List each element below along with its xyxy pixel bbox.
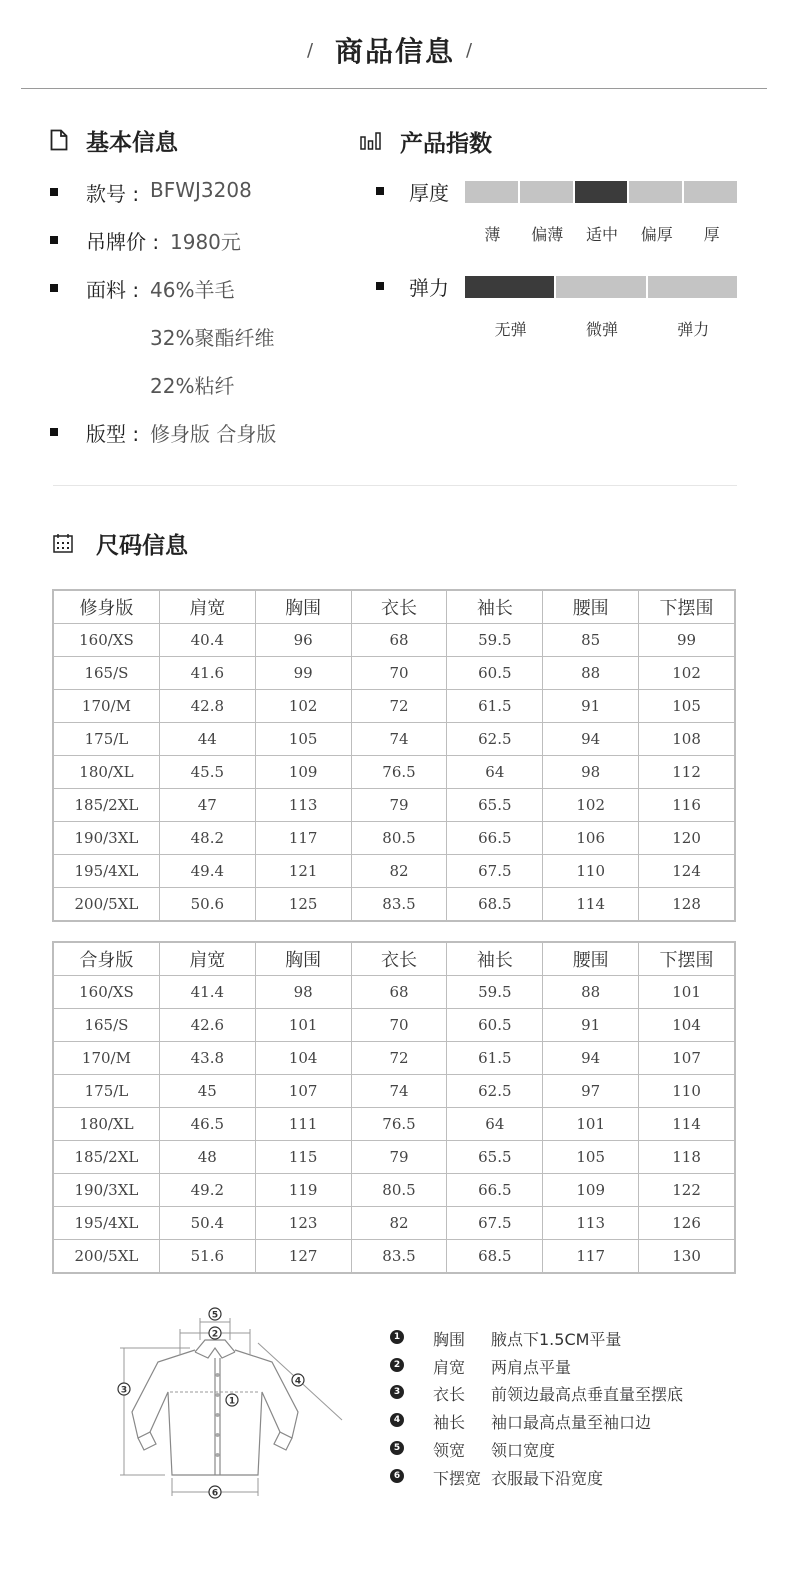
basic-item-label: 款号 : (86, 182, 140, 206)
table-row (54, 690, 735, 723)
table-cell: 108 (639, 723, 735, 756)
table-cell: 175/L (54, 1075, 160, 1108)
legend-measure-desc: 衣服最下沿宽度 (491, 1468, 604, 1488)
shirt-measurement-diagram (110, 1300, 360, 1505)
diagram-num-5: 5 (211, 1310, 219, 1321)
table-row (54, 1240, 735, 1273)
table-cell: 94 (543, 723, 639, 756)
table-cell: 112 (639, 756, 735, 789)
table-cell: 82 (351, 855, 447, 888)
table-cell: 200/5XL (54, 1240, 160, 1273)
table-header-cell: 衣长 (351, 591, 447, 624)
table-header-cell: 修身版 (54, 591, 160, 624)
table-header-cell: 合身版 (54, 943, 160, 976)
table-cell: 107 (255, 1075, 351, 1108)
table-row (54, 1075, 735, 1108)
table-cell: 51.6 (159, 1240, 255, 1273)
fabric-line-3: 22%粘纤 (150, 374, 235, 398)
basic-item-label: 版型 : (86, 422, 140, 446)
basic-item-label: 吊牌价 : (86, 230, 160, 254)
table-cell: 62.5 (447, 1075, 543, 1108)
meter-level-label: 无弹 (494, 320, 527, 339)
table-cell: 88 (543, 976, 639, 1009)
page-header (0, 0, 790, 90)
table-cell: 122 (639, 1174, 735, 1207)
table-cell: 41.6 (159, 657, 255, 690)
table-cell: 68 (351, 624, 447, 657)
table-cell: 160/XS (54, 624, 160, 657)
table-cell: 70 (351, 1009, 447, 1042)
table-cell: 185/2XL (54, 789, 160, 822)
basic-item-value: 46%羊毛 (150, 278, 235, 302)
table-cell: 72 (351, 1042, 447, 1075)
table-cell: 41.4 (159, 976, 255, 1009)
table-cell: 114 (639, 1108, 735, 1141)
table-cell: 109 (255, 756, 351, 789)
table-cell: 83.5 (351, 888, 447, 921)
table-cell: 107 (639, 1042, 735, 1075)
bullet-square-icon (376, 187, 384, 195)
table-cell: 110 (543, 855, 639, 888)
table-cell: 114 (543, 888, 639, 921)
table-cell: 120 (639, 822, 735, 855)
legend-number-badge: 3 (390, 1385, 404, 1399)
table-cell: 101 (255, 1009, 351, 1042)
table-cell: 88 (543, 657, 639, 690)
table-cell: 43.8 (159, 1042, 255, 1075)
table-cell: 123 (255, 1207, 351, 1240)
table-cell: 126 (639, 1207, 735, 1240)
table-header-cell: 胸围 (255, 591, 351, 624)
table-cell: 99 (639, 624, 735, 657)
meter-segment (520, 181, 573, 203)
table-cell: 66.5 (447, 822, 543, 855)
table-cell: 61.5 (447, 1042, 543, 1075)
meter-segment (629, 181, 682, 203)
legend-measure-desc: 袖口最高点量至袖口边 (491, 1413, 652, 1433)
table-cell: 80.5 (351, 1174, 447, 1207)
diagram-num-2: 2 (211, 1329, 219, 1340)
table-cell: 74 (351, 1075, 447, 1108)
table-header-cell: 肩宽 (159, 591, 255, 624)
legend-measure-name: 领宽 (433, 1440, 466, 1460)
table-cell: 48 (159, 1141, 255, 1174)
meter-segment (575, 181, 628, 203)
meter-segment (556, 276, 645, 298)
table-cell: 105 (255, 723, 351, 756)
legend-measure-name: 下摆宽 (433, 1468, 482, 1488)
table-header-cell: 腰围 (543, 591, 639, 624)
table-row (54, 855, 735, 888)
title-slash-right: / (466, 40, 473, 61)
table-cell: 80.5 (351, 822, 447, 855)
table-cell: 115 (255, 1141, 351, 1174)
table-cell: 113 (543, 1207, 639, 1240)
title-slash-left: / (307, 40, 314, 61)
table-cell: 104 (255, 1042, 351, 1075)
table-cell: 70 (351, 657, 447, 690)
table-cell: 109 (543, 1174, 639, 1207)
meter-level-label: 微弹 (585, 320, 618, 339)
table-cell: 200/5XL (54, 888, 160, 921)
meter-segment (465, 276, 554, 298)
table-cell: 96 (255, 624, 351, 657)
legend-measure-name: 肩宽 (433, 1357, 466, 1377)
table-cell: 40.4 (159, 624, 255, 657)
table-cell: 59.5 (447, 624, 543, 657)
table-cell: 60.5 (447, 657, 543, 690)
meter-level-label: 适中 (585, 225, 618, 244)
legend-measure-desc: 领口宽度 (491, 1440, 556, 1460)
table-cell: 48.2 (159, 822, 255, 855)
table-cell: 91 (543, 690, 639, 723)
table-cell: 190/3XL (54, 822, 160, 855)
table-cell: 165/S (54, 1009, 160, 1042)
table-cell: 68 (351, 976, 447, 1009)
table-cell: 102 (543, 789, 639, 822)
diagram-num-6: 6 (211, 1488, 219, 1499)
table-cell: 59.5 (447, 976, 543, 1009)
legend-measure-name: 袖长 (433, 1413, 466, 1433)
table-cell: 124 (639, 855, 735, 888)
basic-item-value: BFWJ3208 (150, 178, 252, 202)
table-cell: 102 (639, 657, 735, 690)
table-cell: 79 (351, 1141, 447, 1174)
legend-measure-name: 衣长 (433, 1385, 466, 1405)
table-header-cell: 肩宽 (159, 943, 255, 976)
bullet-square-icon (50, 284, 58, 292)
table-cell: 42.8 (159, 690, 255, 723)
table-cell: 46.5 (159, 1108, 255, 1141)
table-cell: 104 (639, 1009, 735, 1042)
meter-segment (684, 181, 737, 203)
table-cell: 64 (447, 756, 543, 789)
header-divider (21, 88, 767, 89)
table-cell: 170/M (54, 1042, 160, 1075)
table-header-cell: 胸围 (255, 943, 351, 976)
calendar-grid-icon (53, 533, 73, 553)
table-row (54, 1207, 735, 1240)
section-divider (53, 485, 737, 486)
meter-level-label: 厚 (703, 225, 720, 244)
table-cell: 62.5 (447, 723, 543, 756)
table-cell: 82 (351, 1207, 447, 1240)
table-row (54, 657, 735, 690)
table-cell: 105 (543, 1141, 639, 1174)
elasticity-meter (465, 276, 737, 298)
table-cell: 130 (639, 1240, 735, 1273)
table-cell: 67.5 (447, 1207, 543, 1240)
table-row (54, 624, 735, 657)
bullet-square-icon (376, 282, 384, 290)
product-index-title: 产品指数 (400, 131, 492, 157)
table-cell: 190/3XL (54, 1174, 160, 1207)
table-cell: 44 (159, 723, 255, 756)
thickness-label: 厚度 (409, 181, 449, 205)
table-cell: 76.5 (351, 756, 447, 789)
table-cell: 118 (639, 1141, 735, 1174)
legend-number-badge: 6 (390, 1469, 404, 1483)
table-cell: 45.5 (159, 756, 255, 789)
table-cell: 111 (255, 1108, 351, 1141)
table-cell: 119 (255, 1174, 351, 1207)
legend-number-badge: 4 (390, 1413, 404, 1427)
legend-number-badge: 2 (390, 1358, 404, 1372)
table-row (54, 1108, 735, 1141)
table-cell: 67.5 (447, 855, 543, 888)
table-row (54, 723, 735, 756)
table-cell: 98 (543, 756, 639, 789)
table-cell: 50.6 (159, 888, 255, 921)
table-cell: 83.5 (351, 1240, 447, 1273)
table-cell: 160/XS (54, 976, 160, 1009)
table-cell: 128 (639, 888, 735, 921)
table-cell: 74 (351, 723, 447, 756)
table-cell: 72 (351, 690, 447, 723)
table-header-cell: 袖长 (447, 591, 543, 624)
table-cell: 180/XL (54, 1108, 160, 1141)
table-row (54, 822, 735, 855)
meter-level-label: 偏厚 (640, 225, 673, 244)
table-row (54, 976, 735, 1009)
table-cell: 113 (255, 789, 351, 822)
table-cell: 68.5 (447, 888, 543, 921)
legend-number-badge: 5 (390, 1441, 404, 1455)
size-info-title: 尺码信息 (96, 533, 188, 559)
table-cell: 65.5 (447, 1141, 543, 1174)
thickness-levels (465, 222, 739, 245)
legend-measure-desc: 腋点下1.5CM平量 (491, 1330, 622, 1349)
elasticity-label: 弹力 (409, 276, 449, 300)
table-cell: 121 (255, 855, 351, 888)
basic-item-label: 面料 : (86, 278, 140, 302)
table-cell: 61.5 (447, 690, 543, 723)
diagram-num-1: 1 (228, 1396, 236, 1407)
slim-fit-size-table (53, 590, 735, 921)
bullet-square-icon (50, 428, 58, 436)
table-header-cell: 下摆围 (639, 591, 735, 624)
table-cell: 94 (543, 1042, 639, 1075)
diagram-num-3: 3 (120, 1385, 128, 1396)
table-cell: 60.5 (447, 1009, 543, 1042)
table-cell: 76.5 (351, 1108, 447, 1141)
basic-info-title: 基本信息 (86, 130, 178, 156)
table-cell: 116 (639, 789, 735, 822)
fabric-line-2: 32%聚酯纤维 (150, 326, 275, 350)
meter-segment (648, 276, 737, 298)
table-cell: 91 (543, 1009, 639, 1042)
table-cell: 50.4 (159, 1207, 255, 1240)
table-cell: 125 (255, 888, 351, 921)
table-cell: 68.5 (447, 1240, 543, 1273)
page-title: 商品信息 (334, 35, 455, 68)
table-cell: 195/4XL (54, 1207, 160, 1240)
basic-item-value: 1980元 (170, 230, 241, 254)
table-header-cell: 下摆围 (639, 943, 735, 976)
diagram-num-4: 4 (294, 1376, 302, 1387)
table-header-row (54, 591, 735, 624)
table-cell: 65.5 (447, 789, 543, 822)
meter-level-label: 偏薄 (531, 225, 564, 244)
table-cell: 101 (639, 976, 735, 1009)
regular-fit-size-table (53, 942, 735, 1273)
table-header-row (54, 943, 735, 976)
legend-measure-desc: 前领边最高点垂直量至摆底 (491, 1385, 684, 1405)
table-cell: 66.5 (447, 1174, 543, 1207)
table-cell: 79 (351, 789, 447, 822)
table-cell: 85 (543, 624, 639, 657)
table-header-cell: 腰围 (543, 943, 639, 976)
legend-measure-desc: 两肩点平量 (491, 1357, 572, 1377)
elasticity-levels (465, 317, 739, 340)
table-cell: 106 (543, 822, 639, 855)
table-cell: 47 (159, 789, 255, 822)
table-cell: 165/S (54, 657, 160, 690)
bar-chart-icon (360, 132, 382, 150)
table-cell: 180/XL (54, 756, 160, 789)
table-cell: 99 (255, 657, 351, 690)
basic-item-value: 修身版 合身版 (150, 422, 277, 446)
table-cell: 42.6 (159, 1009, 255, 1042)
meter-level-label: 弹力 (677, 320, 710, 339)
table-header-cell: 衣长 (351, 943, 447, 976)
thickness-meter (465, 181, 737, 203)
table-row (54, 1174, 735, 1207)
table-row (54, 756, 735, 789)
table-cell: 170/M (54, 690, 160, 723)
meter-level-label: 薄 (484, 225, 501, 244)
table-cell: 97 (543, 1075, 639, 1108)
meter-segment (465, 181, 518, 203)
bullet-square-icon (50, 188, 58, 196)
table-cell: 117 (255, 822, 351, 855)
table-cell: 105 (639, 690, 735, 723)
table-cell: 98 (255, 976, 351, 1009)
table-header-cell: 袖长 (447, 943, 543, 976)
table-cell: 117 (543, 1240, 639, 1273)
table-row (54, 789, 735, 822)
table-cell: 101 (543, 1108, 639, 1141)
table-cell: 49.4 (159, 855, 255, 888)
table-row (54, 1141, 735, 1174)
table-cell: 110 (639, 1075, 735, 1108)
legend-number-badge: 1 (390, 1330, 404, 1344)
table-cell: 195/4XL (54, 855, 160, 888)
table-cell: 175/L (54, 723, 160, 756)
table-row (54, 1042, 735, 1075)
document-icon (50, 129, 68, 151)
table-cell: 45 (159, 1075, 255, 1108)
table-cell: 185/2XL (54, 1141, 160, 1174)
table-cell: 127 (255, 1240, 351, 1273)
legend-measure-name: 胸围 (433, 1330, 466, 1349)
table-cell: 64 (447, 1108, 543, 1141)
bullet-square-icon (50, 236, 58, 244)
table-row (54, 1009, 735, 1042)
table-row (54, 888, 735, 921)
table-cell: 102 (255, 690, 351, 723)
table-cell: 49.2 (159, 1174, 255, 1207)
